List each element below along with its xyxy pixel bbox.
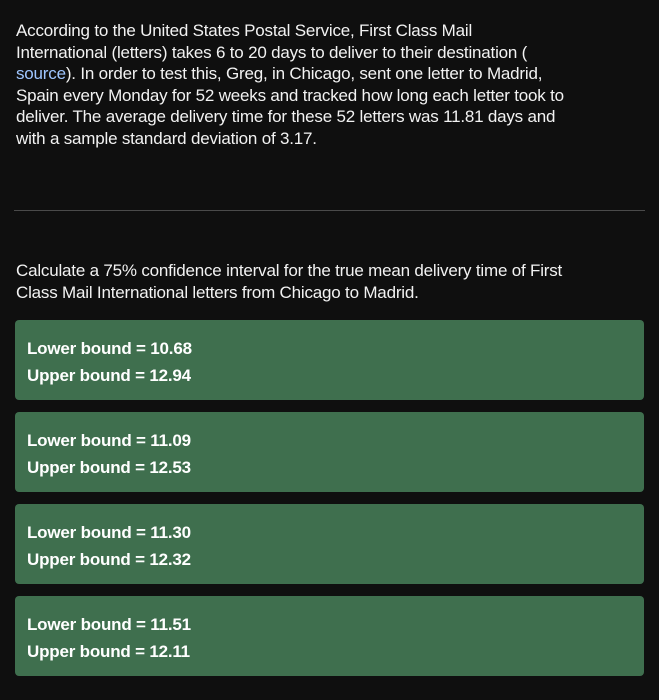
question-line-5: deliver. The average delivery time for these 52 letters was 11.81 days and bbox=[16, 107, 556, 126]
prompt-line-2: Class Mail International letters from Chicago to Madrid. bbox=[16, 283, 419, 302]
question-text bbox=[16, 20, 646, 149]
prompt-text bbox=[16, 260, 646, 304]
lower-bound: Lower bound = 10.68 bbox=[27, 339, 192, 358]
upper-bound: Upper bound = 12.32 bbox=[27, 550, 191, 569]
question-line-4: Spain every Monday for 52 weeks and tracked how long each letter took to bbox=[16, 85, 564, 105]
lower-bound: Lower bound = 11.09 bbox=[27, 431, 191, 450]
question-line-3 bbox=[16, 63, 646, 85]
prompt-line-1: Calculate a 75% confidence interval for the true mean delivery time of First bbox=[16, 261, 563, 280]
question-line-1: According to the United States Postal Service, First Class Mail bbox=[16, 21, 473, 40]
lower-bound: Lower bound = 11.30 bbox=[27, 523, 191, 542]
upper-bound: Upper bound = 12.11 bbox=[27, 642, 190, 661]
answer-option-2[interactable] bbox=[15, 412, 644, 492]
lower-bound: Lower bound = 11.51 bbox=[27, 615, 191, 634]
answer-option-1[interactable] bbox=[15, 320, 644, 400]
answer-option-3[interactable] bbox=[15, 504, 644, 584]
question-line-6: with a sample standard deviation of 3.17. bbox=[16, 128, 317, 148]
section-divider bbox=[14, 210, 645, 211]
question-line-2: International (letters) takes 6 to 20 days to deliver to their destination ( bbox=[16, 42, 528, 62]
answer-option-4[interactable] bbox=[15, 596, 644, 676]
answer-options bbox=[15, 320, 644, 676]
upper-bound: Upper bound = 12.94 bbox=[27, 366, 191, 385]
source-link[interactable]: source bbox=[16, 64, 66, 83]
upper-bound: Upper bound = 12.53 bbox=[27, 458, 191, 477]
question-line-3-text: ). In order to test this, Greg, in Chicago, sent one letter to Madrid, bbox=[65, 64, 543, 83]
